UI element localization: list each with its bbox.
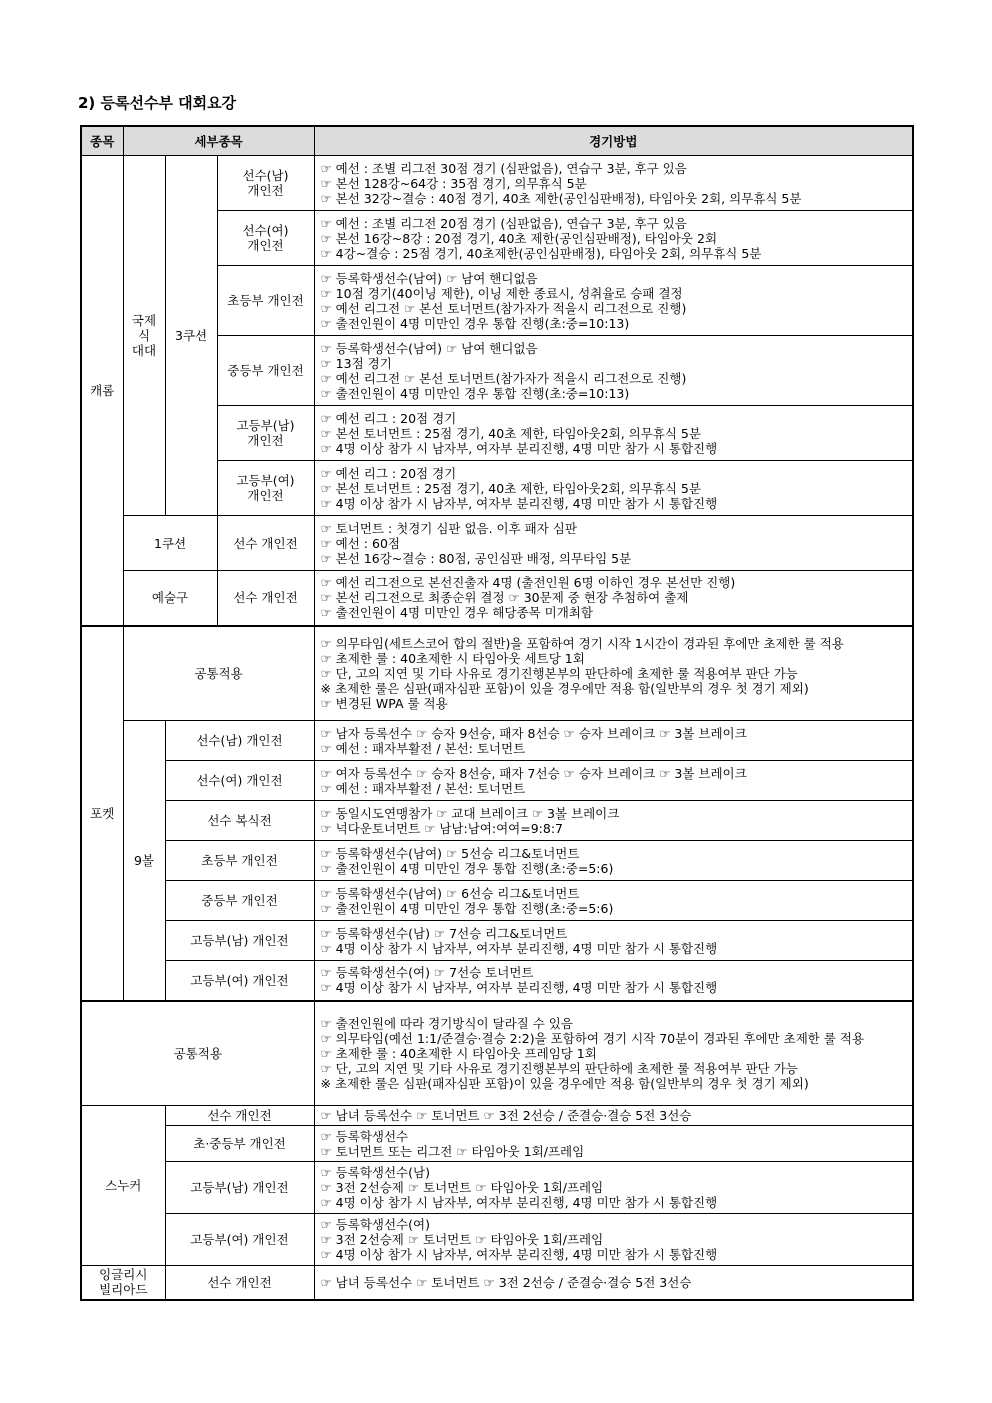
method-line: ☞ 예선 : 60점 <box>320 535 400 551</box>
method-line: ☞ 등록학생선수(여) <box>320 1217 430 1232</box>
sub-event-label: 고등부(남) 개인전 <box>165 1162 314 1214</box>
table-row <box>81 1266 913 1300</box>
method-line: ☞ 13점 경기 <box>320 355 392 371</box>
cushion3-label: 3쿠션 <box>165 156 217 516</box>
table-row <box>81 721 913 761</box>
table-row <box>81 961 913 1001</box>
event-english-billiards: 잉글리시 빌리아드 <box>81 1266 165 1300</box>
method-line: ☞ 토너먼트 : 첫경기 심판 없음. 이후 패자 심판 <box>320 520 577 536</box>
method-line: ※ 초제한 룰은 심판(패자심판 포함)이 있을 경우에만 적용 함(일반부의 경우 첫 경기 제외) <box>320 680 809 696</box>
sub-event-label: 중등부 개인전 <box>165 881 314 921</box>
method-line: ☞ 출전인원이 4명 미만인 경우 통합 진행(초:중=5:6) <box>320 860 614 876</box>
method-line: ☞ 출전인원이 4명 미만인 경우 통합 진행(초:중=10:13) <box>320 315 630 331</box>
method-line: ☞ 본선 16강~결승 : 80점, 공인심판 배정, 의무타임 5분 <box>320 550 632 566</box>
method-cell <box>314 266 913 336</box>
method-line: ☞ 예선 : 조별 리그전 20점 경기 (심판없음), 연습구 3분, 후구 있음 <box>320 215 687 231</box>
table-row <box>81 626 913 721</box>
sub-event-label: 초등부 개인전 <box>217 266 314 336</box>
method-line: ☞ 등록학생선수(남) ☞ 7선승 리그&토너먼트 <box>320 925 568 941</box>
table-row <box>81 921 913 961</box>
table-row <box>81 156 913 211</box>
method-line: ☞ 초제한 룰 : 40초제한 시 타임아웃 프레임당 1회 <box>320 1045 597 1061</box>
sub-event-label: 초등부 개인전 <box>165 841 314 881</box>
table-row <box>81 571 913 626</box>
table-row <box>81 801 913 841</box>
section-title: 2) 등록선수부 대회요강 <box>78 94 237 112</box>
method-line: ※ 초제한 룰은 심판(패자심판 포함)이 있을 경우에만 적용 함(일반부의 경우 첫 경기 제외) <box>320 1075 809 1091</box>
method-line: ☞ 출전인원이 4명 미만인 경우 통합 진행(초:중=5:6) <box>320 900 614 916</box>
method-line: ☞ 초제한 룰 : 40초제한 시 타임아웃 세트당 1회 <box>320 650 585 666</box>
sub-event-label: 고등부(남) 개인전 <box>165 921 314 961</box>
method-line: ☞ 예선 리그전 ☞ 본선 토너먼트(참가자가 적을시 리그전으로 진행) <box>320 370 687 386</box>
method-line: ☞ 예선 리그 : 20점 경기 <box>320 465 457 481</box>
method-cell <box>314 461 913 516</box>
sub-event-label: 선수(여) 개인전 <box>217 211 314 266</box>
method-line: ☞ 예선 리그전 ☞ 본선 토너먼트(참가자가 적을시 리그전으로 진행) <box>320 300 687 316</box>
ball9-label: 9볼 <box>123 721 165 1001</box>
sub-event-label: 선수 개인전 <box>217 571 314 626</box>
table-row <box>81 1126 913 1162</box>
sub-event-label: 선수(남) 개인전 <box>165 721 314 761</box>
sub-event-label: 중등부 개인전 <box>217 336 314 406</box>
method-cell <box>314 516 913 571</box>
table-size-label: 국제 식 대대 <box>123 156 165 516</box>
sub-event-label: 고등부(여) 개인전 <box>165 961 314 1001</box>
method-cell <box>314 1266 913 1300</box>
method-line: ☞ 의무타임(예선 1:1/준결승·결승 2:2)을 포함하여 경기 시작 70분이 경과된 후에만 초제한 룰 적용 <box>320 1030 865 1046</box>
table-row <box>81 761 913 801</box>
header-method: 경기방법 <box>314 126 913 156</box>
method-cell <box>314 571 913 626</box>
competition-table <box>80 125 914 1301</box>
method-cell <box>314 1001 913 1106</box>
method-cell <box>314 1214 913 1266</box>
method-line: ☞ 등록학생선수(남) <box>320 1165 430 1180</box>
method-cell <box>314 626 913 721</box>
method-line: ☞ 남녀 등록선수 ☞ 토너먼트 ☞ 3전 2선승 / 준결승·결승 5전 3선승 <box>320 1274 692 1290</box>
table-row <box>81 1106 913 1126</box>
method-line: ☞ 여자 등록선수 ☞ 승자 8선승, 패자 7선승 ☞ 승자 브레이크 ☞ 3볼 브레이크 <box>320 765 747 781</box>
sub-event-label: 선수 복식전 <box>165 801 314 841</box>
method-line: ☞ 4명 이상 참가 시 남자부, 여자부 분리진행, 4명 미만 참가 시 통합진행 <box>320 940 718 956</box>
art-label: 예술구 <box>123 571 217 626</box>
method-line: ☞ 단, 고의 지연 및 기타 사유로 경기진행본부의 판단하에 초제한 룰 적용여부 판단 가능 <box>320 665 798 681</box>
method-cell <box>314 1106 913 1126</box>
method-cell <box>314 1126 913 1162</box>
method-line: ☞ 예선 리그전으로 본선진출자 4명 (출전인원 6명 이하인 경우 본선만 진행) <box>320 575 736 591</box>
header-row <box>81 126 913 156</box>
table-row <box>81 881 913 921</box>
method-cell <box>314 801 913 841</box>
method-cell <box>314 336 913 406</box>
method-line: ☞ 10점 경기(40이닝 제한), 이닝 제한 종료시, 성취율로 승패 결정 <box>320 285 683 301</box>
method-cell <box>314 841 913 881</box>
table-row <box>81 516 913 571</box>
sub-event-label: 초·중등부 개인전 <box>165 1126 314 1162</box>
sub-event-label: 선수(여) 개인전 <box>165 761 314 801</box>
sub-event-label: 선수 개인전 <box>165 1106 314 1126</box>
method-line: ☞ 본선 토너먼트 : 25점 경기, 40초 제한, 타임아웃2회, 의무휴식 5분 <box>320 425 701 441</box>
method-cell <box>314 1162 913 1214</box>
method-line: ☞ 예선 : 조별 리그전 30점 경기 (심판없음), 연습구 3분, 후구 있음 <box>320 160 687 176</box>
sub-event-label: 고등부(여) 개인전 <box>165 1214 314 1266</box>
table-row <box>81 1001 913 1106</box>
table-row <box>81 1214 913 1266</box>
method-line: ☞ 출전인원이 4명 미만인 경우 통합 진행(초:중=10:13) <box>320 385 630 401</box>
method-line: ☞ 4강~결승 : 25점 경기, 40초제한(공인심판배정), 타임아웃 2회, 의무휴식 5분 <box>320 245 762 261</box>
method-line: ☞ 변경된 WPA 룰 적용 <box>320 695 448 711</box>
method-cell <box>314 406 913 461</box>
method-line: ☞ 의무타임(세트스코어 합의 절반)을 포함하여 경기 시작 1시간이 경과된 후에만 초제한 룰 적용 <box>320 635 844 651</box>
method-line: ☞ 예선 : 패자부활전 / 본선: 토너먼트 <box>320 780 526 796</box>
method-cell <box>314 211 913 266</box>
event-carom: 캐롬 <box>81 156 123 626</box>
method-line: ☞ 출전인원에 따라 경기방식이 달라질 수 있음 <box>320 1015 573 1031</box>
method-cell <box>314 881 913 921</box>
event-pocket: 포켓 <box>81 626 123 1001</box>
header-event: 종목 <box>81 126 123 156</box>
method-line: ☞ 4명 이상 참가 시 남자부, 여자부 분리진행, 4명 미만 참가 시 통합진행 <box>320 1195 718 1210</box>
method-line: ☞ 본선 32강~결승 : 40점 경기, 40초 제한(공인심판배정), 타임아웃 2회, 의무휴식 5분 <box>320 190 802 206</box>
method-line: ☞ 등록학생선수(남여) ☞ 5선승 리그&토너먼트 <box>320 845 580 861</box>
method-line: ☞ 본선 토너먼트 : 25점 경기, 40초 제한, 타임아웃2회, 의무휴식 5분 <box>320 480 701 496</box>
method-line: ☞ 등록학생선수(남여) ☞ 남여 핸디없음 <box>320 270 538 286</box>
sub-event-label: 선수 개인전 <box>165 1266 314 1300</box>
method-line: ☞ 예선 리그 : 20점 경기 <box>320 410 457 426</box>
cushion1-label: 1쿠션 <box>123 516 217 571</box>
sub-event-label: 선수 개인전 <box>217 516 314 571</box>
event-snooker: 스누커 <box>81 1106 165 1266</box>
method-cell <box>314 761 913 801</box>
method-line: ☞ 등록학생선수 <box>320 1128 409 1144</box>
method-line: ☞ 출전인원이 4명 미만인 경우 해당종목 미개최함 <box>320 605 593 621</box>
method-line: ☞ 4명 이상 참가 시 남자부, 여자부 분리진행, 4명 미만 참가 시 통합진행 <box>320 440 718 456</box>
method-line: ☞ 등록학생선수(남여) ☞ 6선승 리그&토너먼트 <box>320 885 580 901</box>
method-line: ☞ 본선 16강~8강 : 20점 경기, 40초 제한(공인심판배정), 타임아웃 2회 <box>320 230 718 246</box>
method-line: ☞ 예선 : 패자부활전 / 본선: 토너먼트 <box>320 740 526 756</box>
method-cell <box>314 156 913 211</box>
table-row <box>81 1162 913 1214</box>
method-line: ☞ 동일시도연맹참가 ☞ 교대 브레이크 ☞ 3볼 브레이크 <box>320 805 620 821</box>
method-line: ☞ 3전 2선승제 ☞ 토너먼트 ☞ 타임아웃 1회/프레임 <box>320 1180 604 1195</box>
method-line: ☞ 4명 이상 참가 시 남자부, 여자부 분리진행, 4명 미만 참가 시 통합진행 <box>320 1247 718 1262</box>
header-sub-event: 세부종목 <box>123 126 314 156</box>
method-cell <box>314 921 913 961</box>
method-line: ☞ 4명 이상 참가 시 남자부, 여자부 분리진행, 4명 미만 참가 시 통합진행 <box>320 495 718 511</box>
common-label: 공통적용 <box>81 1001 314 1106</box>
common-label: 공통적용 <box>123 626 314 721</box>
method-line: ☞ 남자 등록선수 ☞ 승자 9선승, 패자 8선승 ☞ 승자 브레이크 ☞ 3볼 브레이크 <box>320 725 747 741</box>
method-line: ☞ 4명 이상 참가 시 남자부, 여자부 분리진행, 4명 미만 참가 시 통합진행 <box>320 980 718 996</box>
method-line: ☞ 단, 고의 지연 및 기타 사유로 경기진행본부의 판단하에 초제한 룰 적용여부 판단 가능 <box>320 1060 798 1076</box>
sub-event-label: 고등부(여) 개인전 <box>217 461 314 516</box>
method-cell <box>314 721 913 761</box>
method-cell <box>314 961 913 1001</box>
method-line: ☞ 남녀 등록선수 ☞ 토너먼트 ☞ 3전 2선승 / 준결승·결승 5전 3선승 <box>320 1108 692 1123</box>
method-line: ☞ 등록학생선수(남여) ☞ 남여 핸디없음 <box>320 340 538 356</box>
method-line: ☞ 본선 리그전으로 최종순위 결정 ☞ 30문제 중 현장 추첨하여 출제 <box>320 590 689 606</box>
method-line: ☞ 넉다운토너먼트 ☞ 남남:남여:여여=9:8:7 <box>320 820 563 836</box>
method-line: ☞ 본선 128강~64강 : 35점 경기, 의무휴식 5분 <box>320 175 587 191</box>
method-line: ☞ 토너먼트 또는 리그전 ☞ 타임아웃 1회/프레임 <box>320 1143 585 1159</box>
sub-event-label: 고등부(남) 개인전 <box>217 406 314 461</box>
method-line: ☞ 3전 2선승제 ☞ 토너먼트 ☞ 타임아웃 1회/프레임 <box>320 1232 604 1247</box>
method-line: ☞ 등록학생선수(여) ☞ 7선승 토너먼트 <box>320 965 534 981</box>
sub-event-label: 선수(남) 개인전 <box>217 156 314 211</box>
table-row <box>81 841 913 881</box>
